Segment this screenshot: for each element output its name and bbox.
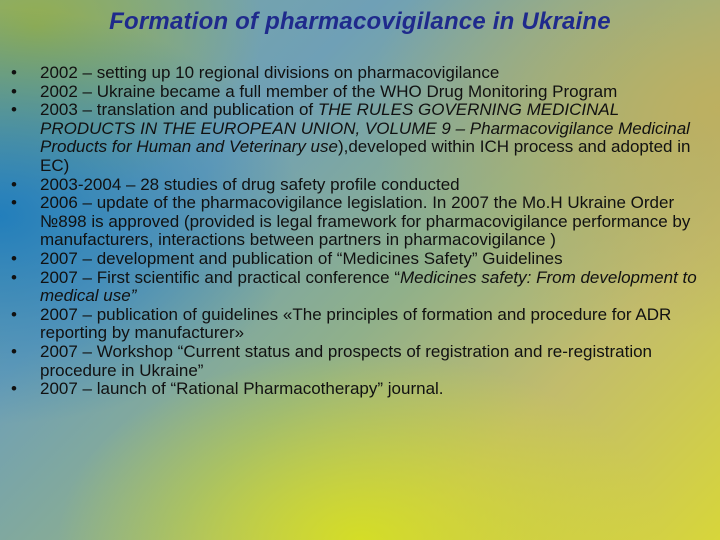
item-text-italic: THE RULES GOVERNING MEDICINAL PRODUCTS IN THE EUROPEAN UNION, VOLUME 9 – Pharmacovigilance Medicinal Products for Human and Veterinary use [40, 100, 690, 157]
item-text: 2007 – development and publication of “Medicines Safety” Guidelines [40, 248, 563, 268]
bullet-list [8, 64, 708, 399]
list-item [8, 250, 708, 269]
item-text: 2007 – launch of “Rational Pharmacotherapy” journal. [40, 379, 444, 399]
item-text: 2002 – setting up 10 regional divisions on pharmacovigilance [40, 63, 500, 82]
item-text: 2002 – Ukraine became a full member of the WHO Drug Monitoring Program [40, 81, 618, 101]
bullet-icon: • [11, 341, 17, 361]
bullet-icon: • [11, 379, 17, 399]
bullet-icon: • [11, 174, 17, 194]
slide-title: Formation of pharmacovigilance in Ukraine [109, 8, 611, 35]
item-text: ),developed within ICH process and adopted in EC) [40, 137, 691, 175]
list-item [8, 380, 708, 399]
bullet-icon: • [11, 100, 17, 120]
bullet-icon: • [11, 193, 17, 213]
bullet-icon: • [11, 304, 17, 324]
item-text-italic: Medicines safety: From development to medical use” [40, 267, 697, 306]
item-text: 2007 – Workshop “Current status and prospects of registration and re-registration procedure in Ukraine” [40, 341, 652, 380]
bullet-icon: • [11, 248, 17, 268]
bullet-icon: • [11, 81, 17, 101]
list-item [8, 343, 708, 380]
list-item [8, 194, 708, 250]
list-item [8, 83, 708, 102]
list-item [8, 269, 708, 306]
item-text: 2007 – First scientific and practical conference “ [40, 267, 401, 287]
list-item [8, 64, 708, 83]
item-text: 2006 – update of the pharmacovigilance legislation. In 2007 the Mo.H Ukraine Order №898 is approved (provided is legal framework for pharmacovigilance performance by manufacturers, interactions between partners in pharmacovigilance ) [40, 193, 691, 250]
bullet-icon: • [11, 63, 17, 82]
list-item [8, 176, 708, 195]
item-text: 2007 – publication of guidelines «The principles of formation and procedure for ADR reporting by manufacturer» [40, 304, 672, 343]
list-item [8, 306, 708, 343]
item-text: 2003-2004 – 28 studies of drug safety profile conducted [40, 174, 460, 194]
list-item [8, 101, 708, 175]
item-text: 2003 – translation and publication of [40, 100, 318, 120]
bullet-icon: • [11, 267, 17, 287]
